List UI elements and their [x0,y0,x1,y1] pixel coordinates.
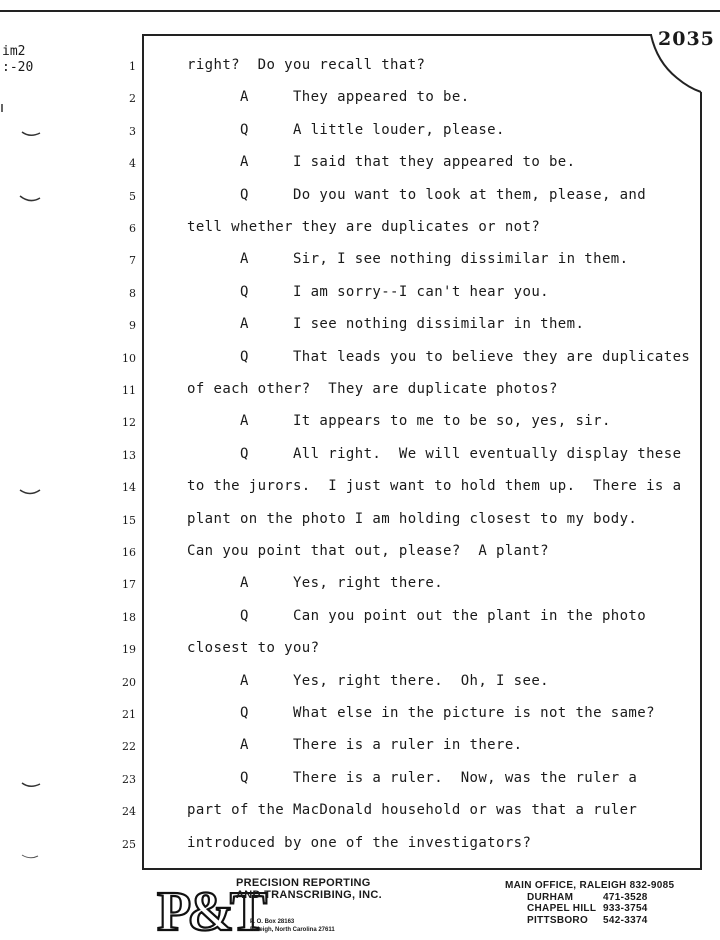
company-name [236,877,382,901]
top-rule [0,10,720,12]
line-number: 7 [129,254,136,268]
line-number: 11 [122,384,136,397]
transcript-line: Can you point that out, please? A plant? [187,543,549,559]
frame-right-border [700,92,702,870]
office-city: MAIN OFFICE, RALEIGH [505,880,627,891]
transcript-line: A There is a ruler in there. [187,737,523,754]
transcript-line: Q Do you want to look at them, please, and [187,186,647,203]
line-number: 25 [122,837,136,851]
transcript-line: to the jurors. I just want to hold them up. There is a [187,478,682,495]
line-number: 19 [122,643,136,657]
office-row [505,915,674,927]
transcript-line: right? Do you recall that? [187,57,426,73]
office-phone: 933-3754 [603,903,648,914]
line-number: 3 [129,124,136,138]
office-row [505,880,674,892]
line-number: 4 [129,157,136,171]
line-number: 16 [122,546,136,559]
line-number: 22 [122,740,136,754]
transcript-line: Q That leads you to believe they are duplicates [187,348,691,365]
line-number: 10 [122,351,136,365]
line-number: 9 [129,319,136,333]
logo-text: P&T [157,881,264,940]
line-number: 15 [122,513,136,527]
line-number: 6 [129,222,136,235]
address-line-1: P. O. Box 28163 [250,919,295,925]
transcript-line: A Yes, right there. Oh, I see. [187,672,549,689]
company-logo [155,875,264,940]
company-name-line-2: AND TRANSCRIBING, INC. [236,889,382,901]
office-phone: 542-3374 [603,914,648,926]
transcript-line: Q There is a ruler. Now, was the ruler a [187,769,638,786]
corner-mark-line-1: im2 [2,44,26,59]
transcript-line: Q What else in the picture is not the same? [187,705,655,721]
transcript-line: of each other? They are duplicate photos? [187,381,558,397]
office-city: PITTSBORO [527,914,589,926]
office-row [505,903,674,915]
frame-bottom-border [142,868,702,870]
company-name-line-1: PRECISION REPORTING [236,877,371,889]
address-line-2: Raleigh, North Carolina 27611 [250,927,335,933]
line-number: 20 [122,675,136,689]
line-number: 2 [129,92,136,106]
office-city: DURHAM [527,891,574,903]
line-number: 18 [122,610,136,624]
transcript-line: part of the MacDonald household or was that a ruler [187,802,638,819]
transcript-line: Q All right. We will eventually display these [187,445,682,462]
transcript-line: A They appeared to be. [187,89,470,106]
transcript-line: closest to you? [187,640,320,657]
frame-left-border [142,34,144,870]
line-number: 13 [122,448,136,462]
frame-corner-curve [645,32,705,96]
transcript-line: introduced by one of the investigators? [187,834,532,851]
line-number: 12 [122,416,136,430]
margin-marks [0,0,60,900]
line-number: 17 [122,578,136,592]
transcript-line: A Sir, I see nothing dissimilar in them. [187,251,629,268]
line-number: 21 [122,708,136,721]
frame-top-border [142,34,652,36]
office-phone: 832-9085 [629,880,675,891]
transcript-line: A It appears to me to be so, yes, sir. [187,413,611,430]
transcript-line: tell whether they are duplicates or not? [187,219,541,235]
company-address [250,918,335,934]
line-number: 5 [129,189,136,203]
office-list [505,880,674,926]
line-number: 23 [122,772,136,786]
page-number: 2035 [658,28,715,50]
transcript-line: A I see nothing dissimilar in them. [187,316,585,333]
transcript-line: A Yes, right there. [187,575,444,592]
transcript-line: Q Can you point out the plant in the photo [187,607,647,624]
office-city: CHAPEL HILL [527,903,597,914]
office-phone: 471-3528 [603,891,648,903]
transcript-line: A I said that they appeared to be. [187,154,576,171]
corner-mark-line-2: :-20 [2,60,34,75]
line-number: 1 [129,60,136,73]
transcript-line: Q I am sorry--I can't hear you. [187,283,549,300]
line-number: 8 [129,286,136,300]
transcript-line: Q A little louder, please. [187,121,505,138]
line-number: 14 [122,481,136,495]
transcript-line: plant on the photo I am holding closest to my body. [187,510,638,527]
office-row [505,892,674,904]
line-number: 24 [122,805,136,819]
